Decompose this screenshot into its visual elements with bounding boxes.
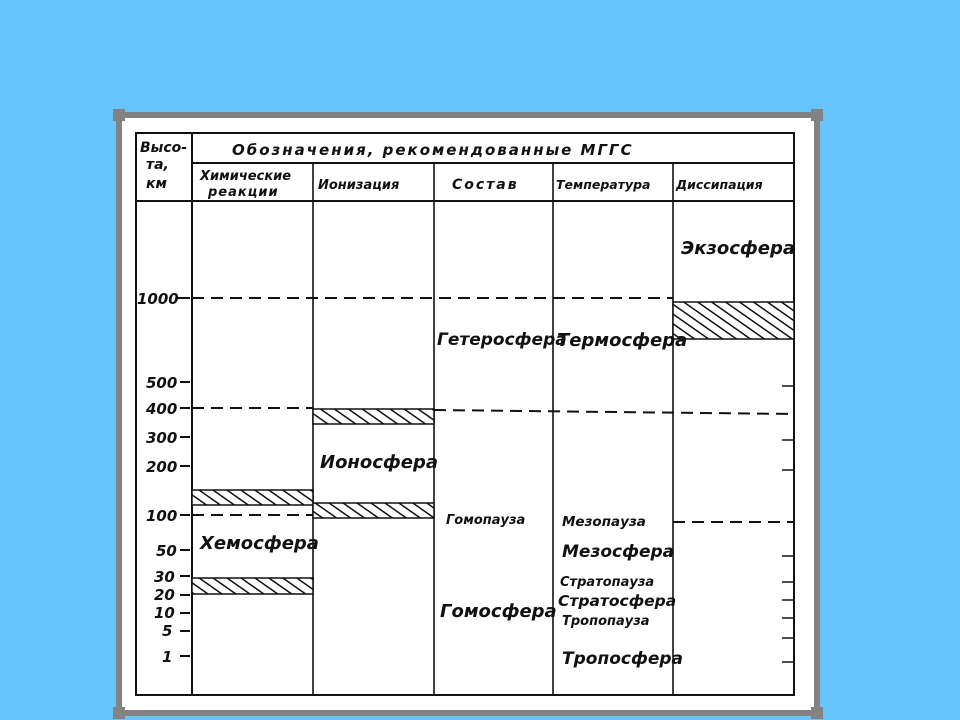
label-tropopause: Тропопауза [562, 614, 650, 629]
chemosphere-top-hatch [192, 490, 313, 505]
height-header-line1: Высо- [140, 140, 188, 156]
altitude-tick-label: 10 [154, 604, 175, 622]
column-header-chemical-line2: реакции [208, 185, 279, 200]
ionosphere-bottom-hatch [313, 503, 434, 518]
column-header-composition: Состав [452, 177, 519, 193]
label-troposphere: Тропосфера [562, 649, 683, 669]
altitude-tick-label: 200 [146, 458, 178, 476]
boundary-400km-right [434, 410, 794, 414]
altitude-tick-label: 50 [156, 542, 177, 560]
group-header: Обозначения, рекомендованные МГГС [232, 141, 634, 159]
column-header-ionization: Ионизация [318, 178, 400, 193]
label-thermosphere: Термосфера [557, 330, 688, 351]
column-header-dissipation: Диссипация [676, 177, 763, 192]
label-exosphere: Экзосфера [681, 238, 796, 259]
label-homopause: Гомопауза [446, 513, 526, 528]
altitude-tick-label: 400 [146, 400, 178, 418]
label-mesopause: Мезопауза [562, 514, 646, 530]
label-stratosphere: Стратосфера [558, 592, 677, 610]
height-header-line2: та, [146, 157, 169, 173]
exobase-hatch [673, 302, 794, 339]
altitude-tick-label: 1000 [137, 290, 179, 308]
altitude-tick-label: 100 [146, 507, 178, 525]
column-header-temperature: Температура [556, 177, 651, 192]
column-header-chemical-line1: Химические [200, 169, 292, 184]
height-header-line3: км [146, 176, 167, 192]
altitude-tick-label: 20 [154, 586, 175, 604]
chemosphere-bottom-hatch [192, 578, 313, 594]
label-homosphere: Гомосфера [440, 601, 557, 622]
label-mesosphere: Мезосфера [562, 542, 675, 562]
label-ionosphere: Ионосфера [320, 452, 439, 473]
altitude-axis [137, 290, 190, 666]
label-chemosphere: Хемосфера [200, 533, 319, 554]
altitude-tick-label: 1 [162, 648, 173, 666]
altitude-tick-label: 500 [146, 374, 178, 392]
right-ticks [782, 386, 794, 662]
ionosphere-top-hatch [313, 409, 434, 424]
label-heterosphere: Гетеросфера [437, 330, 567, 350]
altitude-tick-label: 30 [154, 568, 175, 586]
altitude-tick-label: 5 [162, 622, 173, 640]
altitude-tick-label: 300 [146, 429, 178, 447]
label-stratopause: Стратопауза [560, 575, 655, 590]
